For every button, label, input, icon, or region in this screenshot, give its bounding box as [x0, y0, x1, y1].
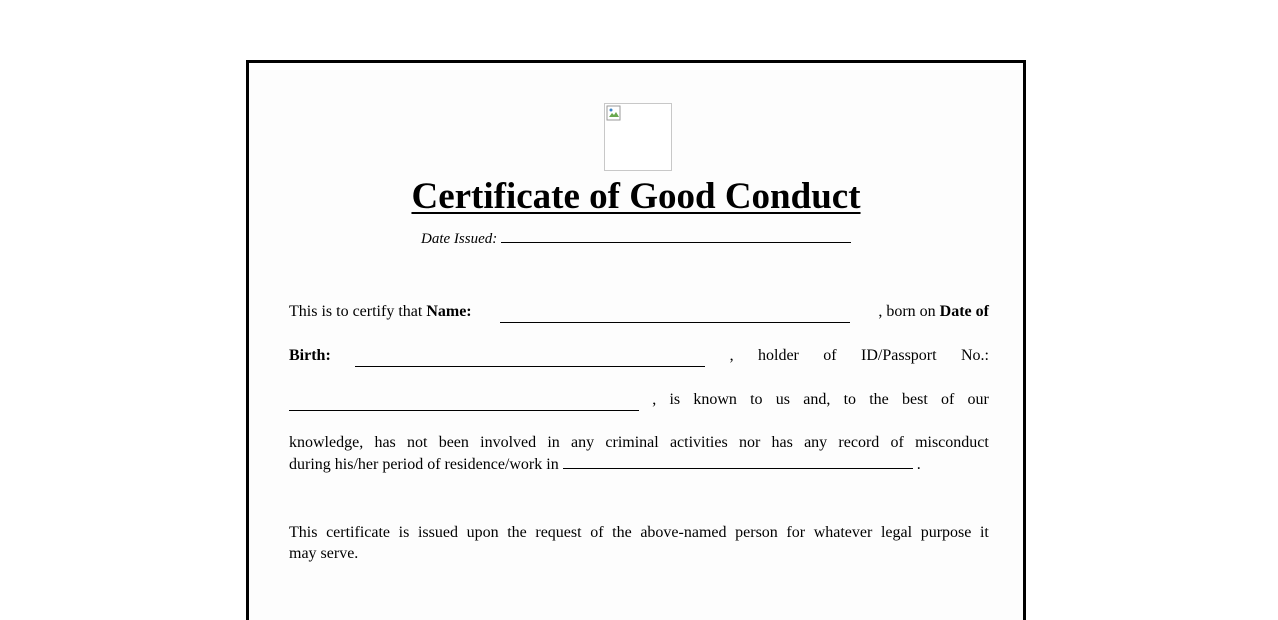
knowledge-word: record — [838, 434, 880, 451]
closing-word: certificate — [326, 524, 391, 541]
period-mark: . — [916, 456, 921, 473]
knowledge-word: criminal — [605, 434, 659, 451]
knowledge-word: has — [374, 434, 396, 451]
holder-word: of — [823, 347, 837, 364]
closing-line-2 — [289, 543, 989, 565]
known-word: the — [869, 391, 889, 408]
closing-end: may serve. — [289, 545, 359, 562]
closing-word: person — [735, 524, 778, 541]
name-label: Name: — [426, 303, 472, 320]
knowledge-word: nor — [738, 434, 761, 451]
born-on-text: , born on — [878, 303, 936, 320]
knowledge-word: of — [890, 434, 904, 451]
known-word: and, — [803, 391, 831, 408]
knowledge-word: has — [771, 434, 793, 451]
knowledge-word: in — [547, 434, 560, 451]
closing-word: the — [507, 524, 527, 541]
closing-word: request — [535, 524, 582, 541]
holder-word: holder — [758, 347, 799, 364]
certificate-title: Certificate of Good Conduct — [411, 176, 861, 217]
knowledge-word: not — [407, 434, 428, 451]
certify-line-5 — [289, 454, 989, 476]
known-word: to — [843, 391, 857, 408]
known-word: of — [941, 391, 955, 408]
closing-line-1 — [289, 522, 989, 544]
known-word: is — [669, 391, 681, 408]
closing-word: is — [398, 524, 410, 541]
knowledge-word: been — [438, 434, 469, 451]
closing-word: issued — [417, 524, 458, 541]
residence-blank — [563, 454, 913, 469]
closing-word: legal — [880, 524, 913, 541]
closing-word: above-named — [640, 524, 727, 541]
holder-word: No.: — [960, 347, 989, 364]
knowledge-word: involved — [480, 434, 537, 451]
known-word: , — [652, 391, 657, 408]
closing-word: whatever — [813, 524, 873, 541]
holder-comma: , — [729, 347, 734, 364]
residence-text: during his/her period of residence/work in — [289, 456, 559, 473]
knowledge-word: knowledge, — [289, 434, 364, 451]
knowledge-word: misconduct — [915, 434, 989, 451]
name-blank — [500, 308, 850, 323]
intro-text: This is to certify that — [289, 303, 423, 320]
certify-line-2 — [289, 345, 989, 367]
closing-word: This — [289, 524, 318, 541]
closing-word: the — [612, 524, 632, 541]
closing-word: it — [979, 524, 989, 541]
broken-image-icon — [606, 105, 622, 121]
knowledge-word: any — [804, 434, 828, 451]
closing-word: of — [590, 524, 604, 541]
date-issued-blank — [501, 228, 851, 243]
known-word: our — [967, 391, 989, 408]
dob-label-part-2: Birth: — [289, 347, 331, 364]
date-issued-row — [421, 228, 851, 249]
knowledge-word: activities — [669, 434, 728, 451]
holder-word: ID/Passport — [861, 347, 937, 364]
certificate-page — [246, 60, 1026, 620]
known-word: known — [693, 391, 737, 408]
certify-line-4 — [289, 432, 989, 454]
id-passport-blank — [289, 396, 639, 411]
closing-word: purpose — [920, 524, 972, 541]
closing-word: upon — [466, 524, 499, 541]
date-issued-label: Date Issued: — [421, 231, 498, 247]
knowledge-word: any — [571, 434, 595, 451]
closing-word: for — [786, 524, 806, 541]
logo-image — [604, 103, 672, 171]
certify-line-1 — [289, 301, 989, 323]
dob-label-part-1: Date of — [939, 303, 989, 320]
known-word: to — [750, 391, 763, 408]
certify-line-3 — [289, 389, 989, 411]
dob-blank — [355, 352, 705, 367]
known-word: us — [775, 391, 791, 408]
known-word: best — [902, 391, 928, 408]
